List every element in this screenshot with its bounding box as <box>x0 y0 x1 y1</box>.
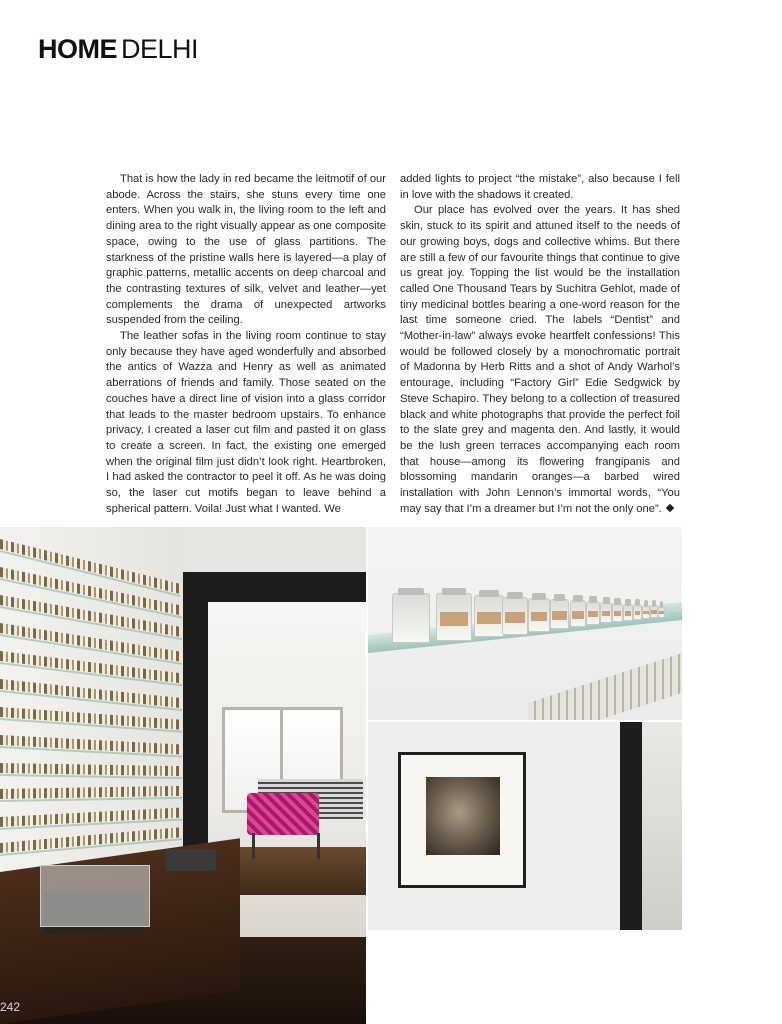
article-column-left <box>106 172 386 517</box>
diamond-end-mark-icon <box>666 504 674 512</box>
glass-case <box>40 865 150 927</box>
photo-framed-print <box>368 722 682 930</box>
paragraph: The leather sofas in the living room continue to stay only because they have aged wonderfully and absorbed the antics of Wazza and Henry as well as animated aberrations of friends and family. Those seated on the couches have a direct line of vision into a glass corridor that leads to the master bedroom upstairs. To enhance privacy, I created a laser cut film and pasted it on glass to create a screen. In fact, the existing one emerged when the original film just didn’t look right. Heartbroken, I had asked the contractor to peel it off. As he was doing so, the laser cut motifs began to leave behind a spherical pattern. Voila! Just what I wanted. We <box>106 330 386 515</box>
photo-spread <box>0 527 782 1024</box>
paragraph-text: Our place has evolved over the years. It has shed skin, stuck to its spirit and attuned itself to the needs of our growing boys, dogs and collective whims. But there are still a few of our favourite things that continue to give us great joy. Topping the list would be the installation called One Thousand Tears by Suchitra Gehlot, made of tiny medicinal bottles bearing a one-word reason for the last time someone cried. The labels “Dentist” and “Mother-in-law” always evoke heartfelt confessions! This would be followed closely by a monochromatic portrait of Madonna by Herb Ritts and a shot of Andy Warhol’s entourage, including “Factory Girl” Edie Sedgwick by Steve Schapiro. They belong to a collection of treasured black and white photographs that provide the perfect foil to the slate grey and magenta den. And lastly, it would be the lush green terraces accompanying each room that house—among its flowering frangipanis and blossoming mandarin oranges—a barbed wired installation with John Lennon’s immortal words, “You may say that I’m a dreamer but I’m not the only one”. <box>400 204 680 515</box>
masthead-home: HOME <box>38 34 117 64</box>
paragraph <box>400 203 680 517</box>
dark-pillar <box>620 722 642 930</box>
paragraph-continuation: added lights to project “the mistake”, also because I fell in love with the shadows it created. <box>400 173 680 201</box>
black-and-white-photograph <box>426 777 500 855</box>
masthead-city: DELHI <box>121 34 199 64</box>
article-column-right <box>400 172 680 517</box>
paragraph: That is how the lady in red became the leitmotif of our abode. Across the stairs, she stuns every time one enters. When you walk in, the living room to the left and dining area to the right visually appear as one composite space, owing to the use of glass partitions. The starkness of the pristine walls here is layered—a play of graphic patterns, metallic accents on deep charcoal and the contrasting textures of silk, velvet and leather—yet complements the drama of unexpected artworks suspended from the ceiling. <box>106 173 386 327</box>
lower-bottle-row <box>528 651 682 720</box>
photo-medicine-bottles-shelf <box>368 527 682 720</box>
magenta-armchair <box>247 793 319 835</box>
photo-bottle-wall-living-room <box>0 527 366 1024</box>
page-number: 242 <box>0 1000 21 1014</box>
masthead <box>38 34 198 64</box>
adjacent-room <box>642 722 682 930</box>
chair-legs <box>252 833 320 859</box>
typewriter <box>166 849 216 871</box>
